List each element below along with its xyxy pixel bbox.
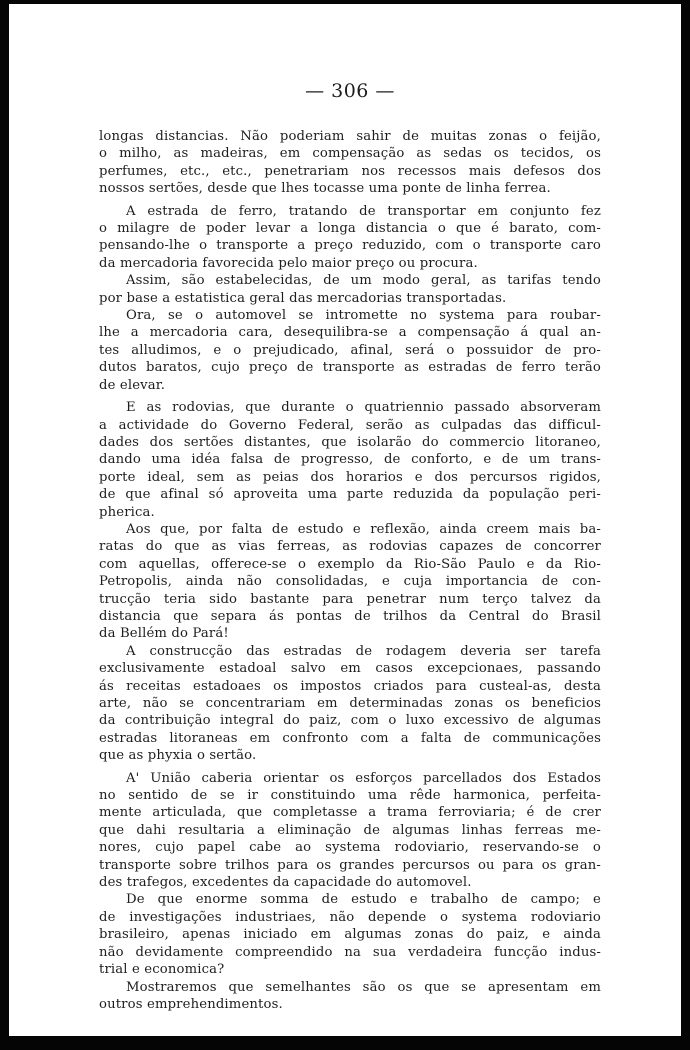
text-line: Petropolis, ainda não consolidadas, e cuja importancia de con-	[99, 574, 601, 590]
paragraph	[99, 770, 601, 892]
paragraph	[99, 979, 601, 1014]
paragraph	[99, 521, 601, 643]
text-line: A' União caberia orientar os esforços parcellados dos Estados	[126, 770, 601, 786]
text-line: tes alludimos, e o prejudicado, afinal, será o possuidor de pro-	[99, 342, 601, 358]
paragraph	[99, 307, 601, 394]
text-line: nores, cujo papel cabe ao systema rodoviario, reservando-se o	[99, 840, 601, 856]
text-line: porte ideal, sem as peias dos horarios e dos percursos rigidos,	[99, 469, 601, 485]
text-line: não devidamente compreendido na sua verdadeira funcção indus-	[99, 944, 601, 960]
text-line: de investigações industriaes, não depende o systema rodoviario	[99, 909, 601, 925]
paragraph	[99, 272, 601, 307]
text-line: que dahi resultaria a eliminação de algumas linhas ferreas me-	[99, 822, 601, 838]
text-line: des trafegos, excedentes da capacidade do automovel.	[99, 875, 472, 891]
text-line: que as phyxia o sertão.	[99, 748, 257, 764]
text-line: ratas do que as vias ferreas, as rodovias capazes de concorrer	[99, 539, 601, 555]
paragraph	[99, 203, 601, 273]
text-line: brasileiro, apenas iniciado em algumas zonas do paiz, e ainda	[99, 927, 601, 943]
text-line: ás receitas estadoaes os impostos criados para custeal-as, desta	[99, 678, 601, 694]
text-line: dutos baratos, cujo preço de transporte as estradas de ferro terão	[99, 360, 601, 376]
text-line: Ora, se o automovel se intromette no systema para roubar-	[126, 308, 601, 324]
text-line: mente articulada, que completasse a trama ferroviaria; é de crer	[99, 805, 601, 821]
text-line: por base a estatistica geral das mercadorias transportadas.	[99, 290, 507, 306]
text-line: dades dos sertões distantes, que isolarão do commercio litoraneo,	[99, 434, 601, 450]
text-line: E as rodovias, que durante o quatriennio passado absorveram	[126, 400, 601, 416]
text-line: A construcção das estradas de rodagem deveria ser tarefa	[126, 643, 601, 659]
text-line: Assim, são estabelecidas, de um modo geral, as tarifas tendo	[126, 273, 601, 289]
text-line: pensando-lhe o transporte a preço reduzido, com o transporte caro	[99, 238, 601, 254]
text-line: lhe a mercadoria cara, desequilibra-se a compensação á qual an-	[99, 325, 601, 341]
text-line: a actividade do Governo Federal, serão as culpadas das difficul-	[99, 417, 601, 433]
paragraph	[99, 643, 601, 765]
text-line: perfumes, etc., etc., penetrariam nos recessos mais defesos dos	[99, 163, 601, 179]
text-line: exclusivamente estadoal salvo em casos excepcionaes, passando	[99, 661, 601, 677]
text-line: pherica.	[99, 504, 155, 520]
text-line: da mercadoria favorecida pelo maior preço ou procura.	[99, 255, 478, 271]
text-line: A estrada de ferro, tratando de transportar em conjunto fez	[126, 203, 601, 219]
text-line: arte, não se concentrariam em determinadas zonas os beneficios	[99, 696, 601, 711]
text-line: outros emprehendimentos.	[99, 996, 283, 1012]
paragraph	[99, 891, 601, 978]
text-line: longas distancias. Não poderiam sahir de muitas zonas o feijão,	[99, 129, 601, 144]
text-line: no sentido de se ir constituindo uma rêde harmonica, perfeita-	[99, 788, 601, 804]
text-line: de que afinal só aproveita uma parte reduzida da população peri-	[99, 487, 601, 503]
paragraph	[99, 399, 601, 521]
text-line: dando uma idéa falsa de progresso, de conforto, e de um trans-	[99, 452, 601, 468]
text-line: estradas litoraneas em confronto com a falta de communicações	[99, 730, 601, 746]
text-line: transporte sobre trilhos para os grandes percursos ou para os gran-	[99, 857, 601, 873]
text-line: trial e economica?	[99, 962, 225, 978]
text-line: com aquellas, offerece-se o exemplo da Rio-São Paulo e da Rio-	[99, 556, 601, 572]
page-content	[99, 78, 601, 1013]
text-line: o milho, as madeiras, em compensação as sedas os tecidos, os	[99, 146, 601, 162]
text-line: trucção teria sido bastante para penetrar num terço talvez da	[99, 591, 601, 607]
text-line: distancia que separa ás pontas de trilhos da Central do Brasil	[99, 608, 601, 624]
text-line: de elevar.	[99, 377, 166, 393]
paragraph	[99, 128, 601, 198]
page-number: — 306 —	[305, 80, 395, 102]
text-line: De que enorme somma de estudo e trabalho de campo; e	[126, 892, 601, 908]
text-line: Mostraremos que semelhantes são os que se apresentam em	[126, 979, 601, 995]
text-line: da contribuição integral do paiz, com o luxo excessivo de algumas	[99, 713, 601, 729]
text-line: nossos sertões, desde que lhes tocasse uma ponte de linha ferrea.	[99, 181, 551, 197]
text-line: Aos que, por falta de estudo e reflexão, ainda creem mais ba-	[126, 521, 601, 537]
text-line: o milagre de poder levar a longa distancia o que é barato, com-	[99, 221, 601, 237]
text-line: da Bellém do Pará!	[99, 626, 229, 642]
